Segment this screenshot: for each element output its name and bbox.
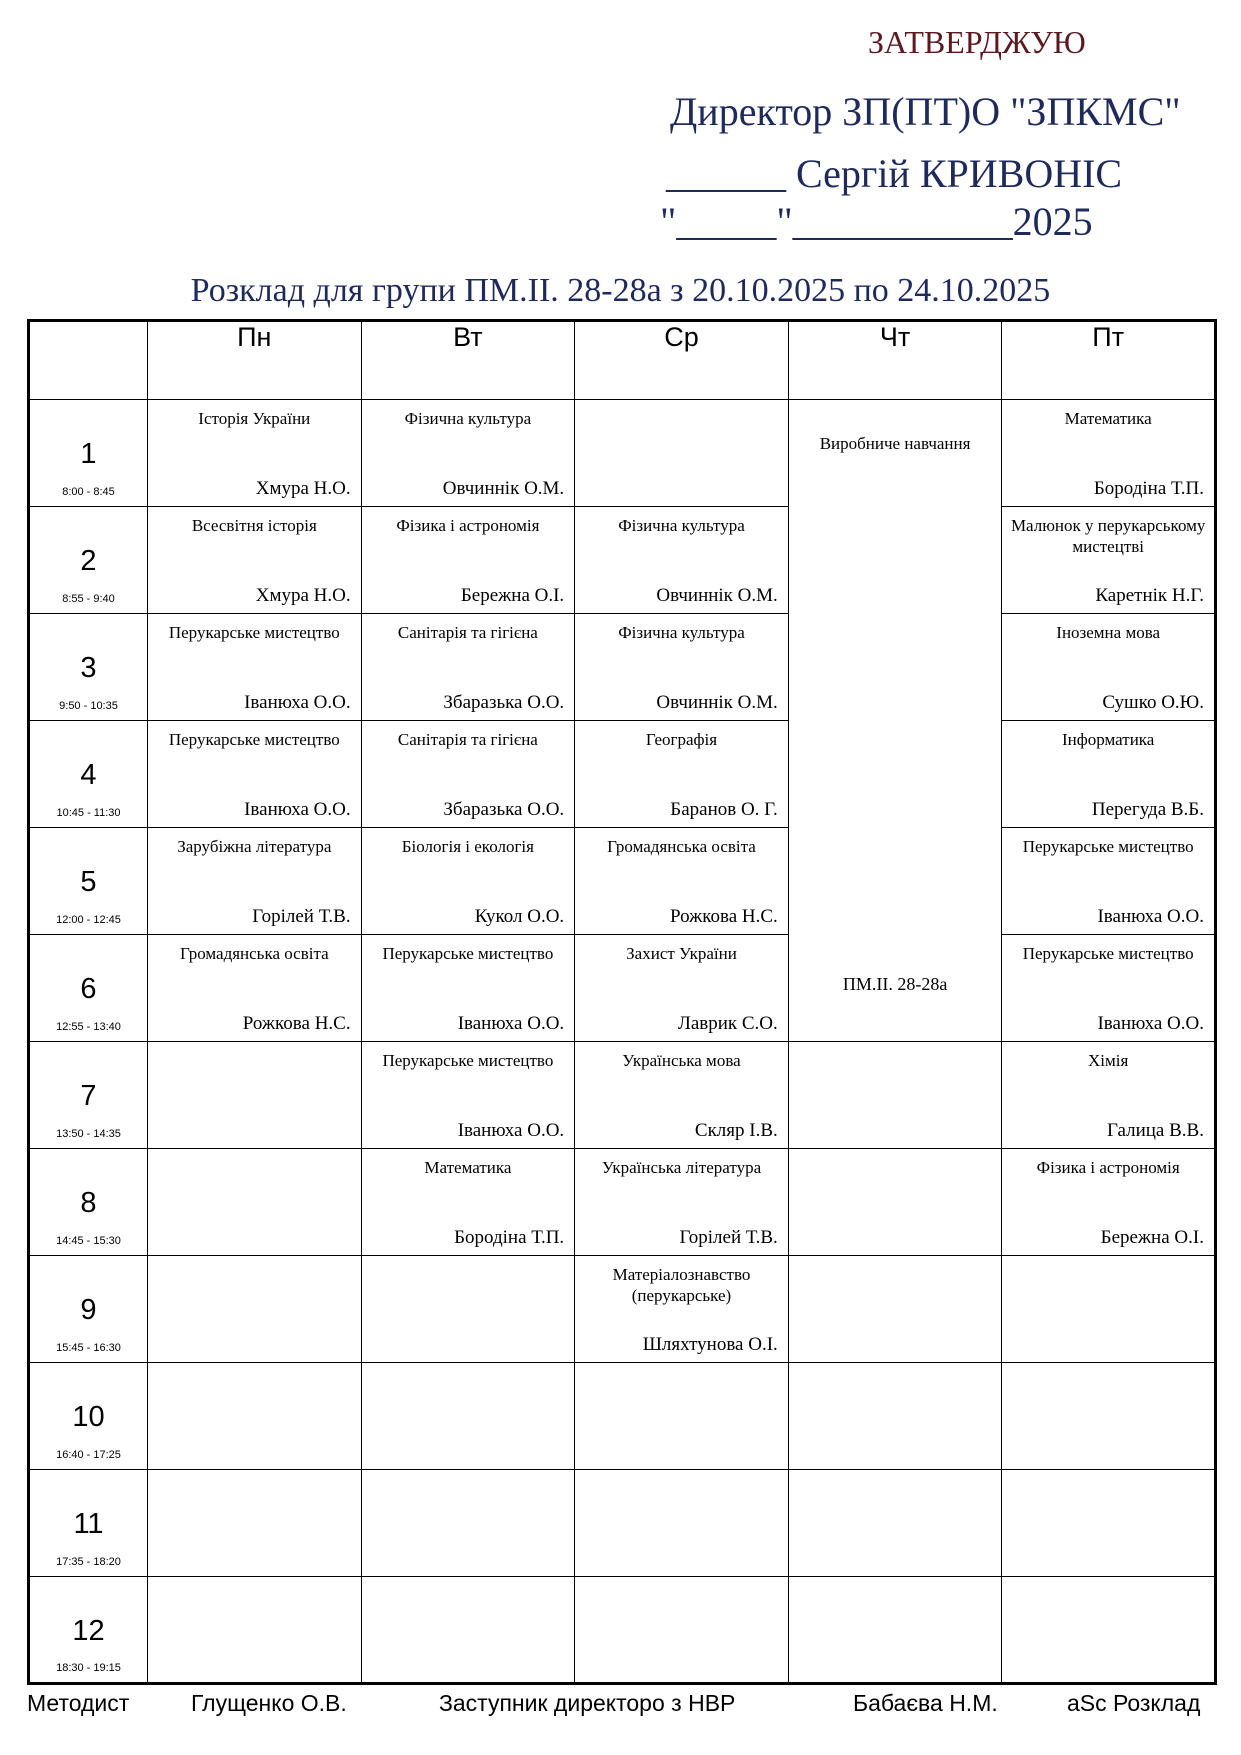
practical-training-cell (788, 400, 1002, 1042)
lesson-subject: Громадянська освіта (607, 837, 756, 856)
practical-training-group: ПМ.ІІ. 28-28а (842, 974, 948, 994)
lesson-teacher: Бережна О.І. (460, 585, 565, 606)
lesson-teacher: Каретнік Н.Г. (1095, 585, 1204, 606)
lesson-cell (1002, 507, 1216, 614)
period-cell (29, 1363, 148, 1470)
lesson-teacher: Хмура Н.О. (255, 585, 351, 606)
period-time: 9:50 - 10:35 (59, 700, 118, 712)
lesson-teacher: Шляхтунова О.І. (642, 1334, 778, 1355)
period-row (29, 1363, 1216, 1470)
lesson-subject: Хімія (1088, 1051, 1129, 1070)
lesson-cell (148, 400, 362, 507)
lesson-teacher: Горілей Т.В. (679, 1227, 778, 1248)
empty-lesson-cell (575, 1577, 789, 1684)
schedule-table (27, 319, 1217, 1685)
period-time: 15:45 - 16:30 (56, 1342, 121, 1354)
lesson-cell (575, 1256, 789, 1363)
period-number: 2 (80, 545, 97, 577)
period-time: 13:50 - 14:35 (56, 1128, 121, 1140)
empty-lesson-cell (1002, 1470, 1216, 1577)
lesson-teacher: Іванюха О.О. (457, 1013, 565, 1034)
period-row (29, 400, 1216, 507)
lesson-cell (575, 614, 789, 721)
period-cell (29, 1256, 148, 1363)
lesson-teacher: Овчиннік О.М. (442, 478, 565, 499)
lesson-teacher: Скляр І.В. (694, 1120, 778, 1141)
lesson-teacher: Овчиннік О.М. (656, 692, 778, 713)
period-number: 6 (80, 973, 97, 1005)
lesson-subject: Географія (645, 730, 718, 749)
day-header-thu: Чт (788, 321, 1002, 400)
period-row (29, 1042, 1216, 1149)
period-cell (29, 1577, 148, 1684)
period-time: 8:55 - 9:40 (62, 593, 115, 605)
lesson-teacher: Баранов О. Г. (670, 799, 778, 820)
period-cell (29, 614, 148, 721)
period-time: 12:55 - 13:40 (56, 1021, 121, 1033)
lesson-teacher: Бородіна Т.П. (454, 1227, 565, 1248)
lesson-teacher: Перегуда В.Б. (1091, 799, 1204, 820)
lesson-subject: Іноземна мова (1056, 623, 1161, 642)
lesson-cell (1002, 614, 1216, 721)
empty-lesson-cell (148, 1363, 362, 1470)
lesson-cell (361, 721, 575, 828)
deputy-label: Заступник директоро з НВР (439, 1690, 736, 1716)
period-row (29, 1149, 1216, 1256)
day-header-mon: Пн (148, 321, 362, 400)
lesson-subject: Громадянська освіта (179, 944, 329, 963)
period-number: 3 (80, 652, 97, 684)
deputy-name: Бабаєва Н.М. (853, 1690, 998, 1716)
lesson-cell (148, 828, 362, 935)
period-number: 11 (73, 1508, 104, 1540)
period-number: 10 (72, 1401, 105, 1433)
lesson-subject: Захист України (626, 944, 737, 963)
director-signature-line: ______ Сергій КРИВОНІС (666, 151, 1123, 196)
period-time: 16:40 - 17:25 (56, 1449, 121, 1461)
empty-lesson-cell (148, 1470, 362, 1577)
lesson-subject: Зарубіжна література (177, 837, 332, 856)
lesson-cell (1002, 935, 1216, 1042)
lesson-cell (1002, 400, 1216, 507)
practical-training-subject: Виробниче навчання (819, 434, 971, 453)
lesson-cell (1002, 721, 1216, 828)
empty-lesson-cell (788, 1042, 1002, 1149)
lesson-cell (575, 935, 789, 1042)
lesson-cell (148, 507, 362, 614)
software-credit: aSc Розклад (1067, 1690, 1201, 1716)
lesson-subject: Математика (424, 1158, 512, 1177)
lesson-subject: Всесвітня історія (191, 516, 317, 535)
period-time: 17:35 - 18:20 (56, 1556, 121, 1568)
period-cell (29, 1470, 148, 1577)
lesson-subject: Фізика і астрономія (396, 516, 540, 535)
lesson-teacher: Галица В.В. (1107, 1120, 1204, 1141)
empty-lesson-cell (1002, 1256, 1216, 1363)
empty-lesson-cell (148, 1577, 362, 1684)
period-time: 10:45 - 11:30 (56, 807, 121, 819)
lesson-cell (1002, 1149, 1216, 1256)
period-row (29, 721, 1216, 828)
lesson-subject: Біологія і екологія (401, 837, 534, 856)
empty-lesson-cell (788, 1363, 1002, 1470)
lesson-teacher: Сушко О.Ю. (1102, 692, 1204, 713)
lesson-subject: Перукарське мистецтво (382, 944, 554, 963)
lesson-cell (1002, 828, 1216, 935)
lesson-subject: Фізика і астрономія (1036, 1158, 1180, 1177)
lesson-teacher: Рожкова Н.С. (242, 1013, 351, 1034)
period-row (29, 507, 1216, 614)
lesson-cell (148, 614, 362, 721)
lesson-subject: Санітарія та гігієна (397, 623, 538, 642)
period-time: 8:00 - 8:45 (62, 486, 115, 498)
lesson-subject: Перукарське мистецтво (1022, 944, 1194, 963)
corner-cell (29, 321, 148, 400)
lesson-teacher: Іванюха О.О. (1097, 906, 1204, 927)
lesson-cell (575, 507, 789, 614)
empty-lesson-cell (361, 1470, 575, 1577)
period-row (29, 614, 1216, 721)
lesson-cell (361, 1149, 575, 1256)
period-number: 5 (80, 866, 97, 898)
empty-lesson-cell (148, 1149, 362, 1256)
methodist-name: Глущенко О.В. (191, 1690, 347, 1716)
lesson-subject: Санітарія та гігієна (397, 730, 538, 749)
lesson-cell (361, 507, 575, 614)
lesson-teacher: Хмура Н.О. (255, 478, 351, 499)
day-header-wed: Ср (575, 321, 789, 400)
period-number: 12 (72, 1615, 105, 1647)
empty-lesson-cell (788, 1470, 1002, 1577)
lesson-teacher: Кукол О.О. (474, 906, 565, 927)
lesson-subject: Математика (1064, 409, 1152, 428)
empty-lesson-cell (788, 1577, 1002, 1684)
lesson-subject: Українська мова (622, 1051, 741, 1070)
lesson-cell (575, 721, 789, 828)
day-header-row (29, 321, 1216, 400)
period-cell (29, 828, 148, 935)
period-cell (29, 1149, 148, 1256)
approval-stamp-label: ЗАТВЕРДЖУЮ (868, 24, 1086, 60)
period-row (29, 1256, 1216, 1363)
day-header-fri: Пт (1002, 321, 1216, 400)
lesson-teacher: Горілей Т.В. (252, 906, 351, 927)
lesson-cell (575, 828, 789, 935)
empty-lesson-cell (575, 1363, 789, 1470)
lesson-cell (575, 1042, 789, 1149)
lesson-cell (361, 400, 575, 507)
lesson-subject: Перукарське мистецтво (382, 1051, 554, 1070)
lesson-subject: Історія України (198, 409, 311, 428)
empty-lesson-cell (361, 1577, 575, 1684)
approval-date-line: "_____"___________2025 (660, 199, 1093, 244)
period-time: 14:45 - 15:30 (56, 1235, 121, 1247)
lesson-subject: Фізична культура (404, 409, 532, 428)
lesson-subject: Малюнок у перукарському мистецтві (1010, 516, 1206, 556)
empty-lesson-cell (788, 1256, 1002, 1363)
lesson-teacher: Овчиннік О.М. (656, 585, 778, 606)
lesson-teacher: Бережна О.І. (1100, 1227, 1204, 1248)
empty-lesson-cell (1002, 1363, 1216, 1470)
lesson-subject: Матеріалознавство (перукарське) (612, 1265, 751, 1305)
lesson-subject: Перукарське мистецтво (168, 730, 340, 749)
lesson-cell (148, 721, 362, 828)
lesson-teacher: Збаразька О.О. (443, 799, 565, 820)
period-cell (29, 1042, 148, 1149)
lesson-teacher: Бородіна Т.П. (1093, 478, 1204, 499)
lesson-teacher: Іванюха О.О. (1097, 1013, 1204, 1034)
empty-lesson-cell (361, 1363, 575, 1470)
lesson-subject: Фізична культура (618, 516, 745, 535)
lesson-subject: Перукарське мистецтво (1022, 837, 1194, 856)
lesson-teacher: Рожкова Н.С. (669, 906, 778, 927)
lesson-subject: Перукарське мистецтво (168, 623, 340, 642)
lesson-cell (361, 935, 575, 1042)
period-row (29, 1470, 1216, 1577)
empty-lesson-cell (575, 400, 789, 507)
lesson-teacher: Збаразька О.О. (443, 692, 565, 713)
lesson-cell (575, 1149, 789, 1256)
period-time: 12:00 - 12:45 (56, 914, 121, 926)
lesson-teacher: Іванюха О.О. (244, 799, 351, 820)
period-cell (29, 507, 148, 614)
period-row (29, 935, 1216, 1042)
period-time: 18:30 - 19:15 (56, 1662, 121, 1674)
empty-lesson-cell (1002, 1577, 1216, 1684)
lesson-teacher: Лаврик С.О. (677, 1013, 778, 1034)
methodist-label: Методист (27, 1690, 130, 1716)
period-number: 8 (80, 1187, 97, 1219)
period-cell (29, 935, 148, 1042)
period-cell (29, 400, 148, 507)
page-title: Розклад для групи ПМ.ІІ. 28-28а з 20.10.2025 по 24.10.2025 (190, 272, 1051, 309)
empty-lesson-cell (575, 1470, 789, 1577)
period-number: 4 (80, 759, 97, 791)
lesson-cell (361, 614, 575, 721)
lesson-cell (361, 828, 575, 935)
lesson-teacher: Іванюха О.О. (457, 1120, 565, 1141)
empty-lesson-cell (148, 1256, 362, 1363)
period-row (29, 1577, 1216, 1684)
period-number: 9 (80, 1294, 97, 1326)
empty-lesson-cell (148, 1042, 362, 1149)
day-header-tue: Вт (361, 321, 575, 400)
lesson-cell (361, 1042, 575, 1149)
lesson-subject: Інформатика (1062, 730, 1155, 749)
lesson-subject: Фізична культура (618, 623, 745, 642)
lesson-subject: Українська література (601, 1158, 762, 1177)
lesson-cell (1002, 1042, 1216, 1149)
period-number: 1 (80, 438, 97, 470)
lesson-cell (148, 935, 362, 1042)
empty-lesson-cell (788, 1149, 1002, 1256)
period-cell (29, 721, 148, 828)
period-number: 7 (80, 1080, 97, 1112)
lesson-teacher: Іванюха О.О. (244, 692, 351, 713)
period-row (29, 828, 1216, 935)
director-title: Директор ЗП(ПТ)О "ЗПКМС" (670, 89, 1181, 134)
empty-lesson-cell (361, 1256, 575, 1363)
